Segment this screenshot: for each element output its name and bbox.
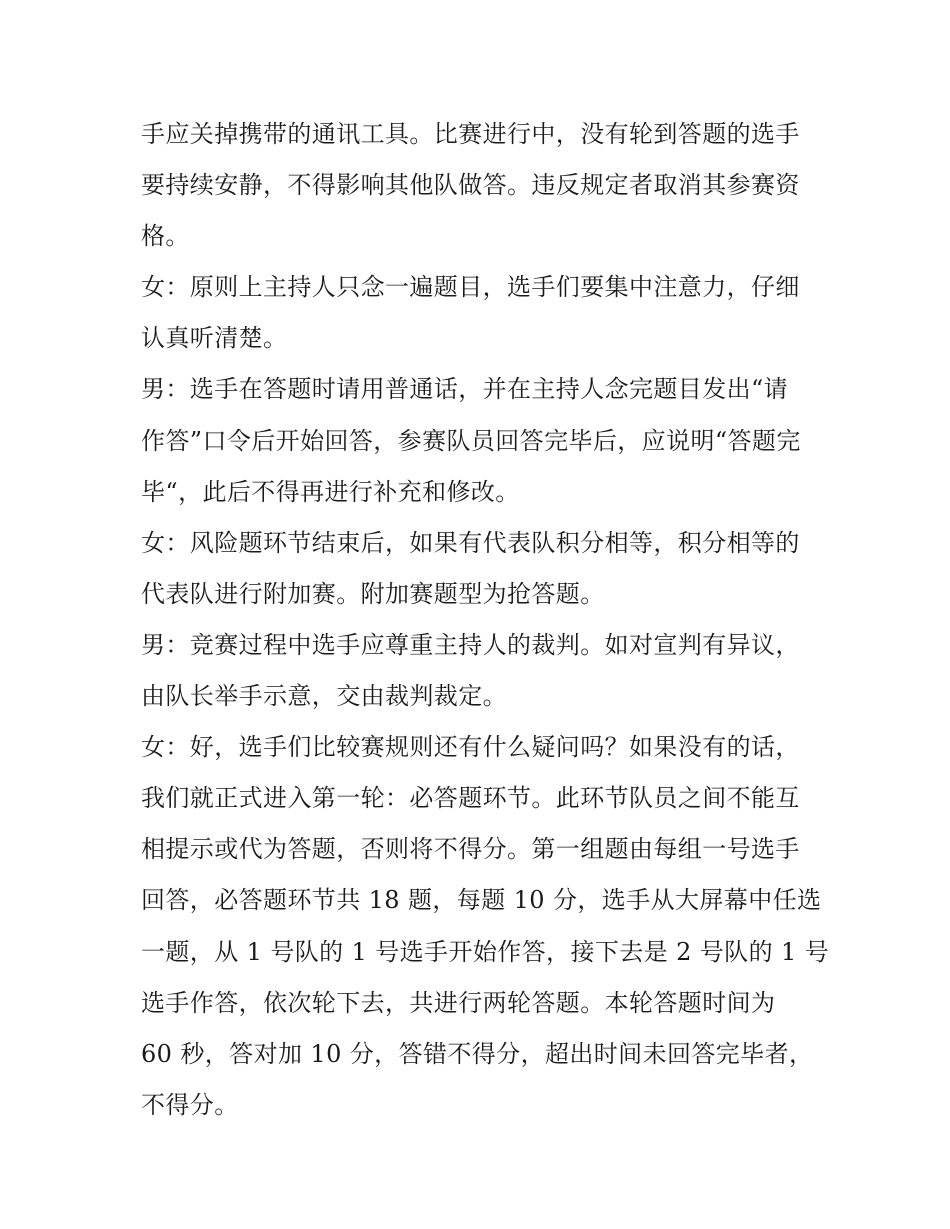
text-line: 一题，从 1 号队的 1 号选手开始作答，接下去是 2 号队的 1 号	[141, 937, 830, 966]
text-line: 代表队进行附加赛。附加赛题型为抢答题。	[141, 579, 605, 608]
text-line: 60 秒，答对加 10 分，答错不得分，超出时间未回答完毕者，	[141, 1039, 814, 1068]
document-body	[141, 109, 830, 1131]
text-line: 女：好，选手们比较赛规则还有什么疑问吗？如果没有的话，	[141, 733, 800, 762]
text-line: 男：选手在答题时请用普通话，并在主持人念完题目发出“请	[141, 375, 789, 404]
text-line: 回答，必答题环节共 18 题，每题 10 分，选手从大屏幕中任选	[141, 886, 822, 915]
text-line: 格。	[141, 222, 190, 251]
text-line: 要持续安静，不得影响其他队做答。违反规定者取消其参赛资	[141, 171, 800, 200]
text-line: 认真听清楚。	[141, 324, 288, 353]
text-line: 相提示或代为答题，否则将不得分。第一组题由每组一号选手	[141, 835, 800, 864]
text-line: 男：竞赛过程中选手应尊重主持人的裁判。如对宣判有异议，	[141, 630, 800, 659]
text-line: 毕“，此后不得再进行补充和修改。	[141, 477, 520, 506]
text-line: 不得分。	[141, 1090, 239, 1119]
text-line: 女：风险题环节结束后，如果有代表队积分相等，积分相等的	[141, 528, 800, 557]
text-line: 由队长举手示意，交由裁判裁定。	[141, 682, 507, 711]
text-line: 手应关掉携带的通讯工具。比赛进行中，没有轮到答题的选手	[141, 120, 800, 148]
text-line: 选手作答，依次轮下去，共进行两轮答题。本轮答题时间为	[141, 988, 776, 1017]
text-line: 我们就正式进入第一轮：必答题环节。此环节队员之间不能互	[141, 784, 800, 813]
text-line: 女：原则上主持人只念一遍题目，选手们要集中注意力，仔细	[141, 273, 800, 302]
text-line: 作答”口令后开始回答，参赛队员回答完毕后，应说明“答题完	[141, 426, 801, 455]
